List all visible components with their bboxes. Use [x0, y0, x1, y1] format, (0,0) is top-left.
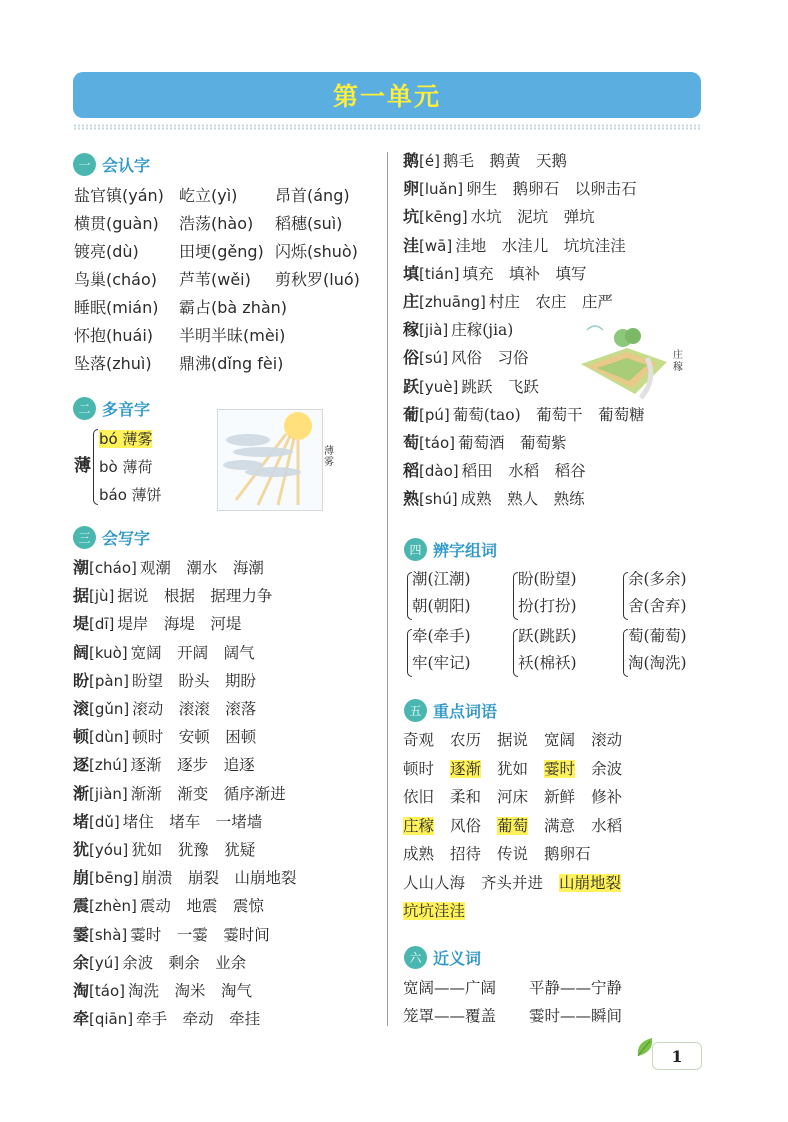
write-entry [403, 404, 645, 426]
recognize-word: 稻穗(suì) [275, 214, 343, 233]
write-entry [73, 613, 241, 635]
write-words: 牵手 牵动 牵挂 [136, 1010, 261, 1029]
section-title: 辨字组词 [433, 540, 498, 560]
section-header-recognize [73, 152, 150, 176]
pair-word: 牵(牵手) [412, 627, 471, 645]
keyword-row [403, 815, 638, 837]
write-pinyin: [zhèn] [89, 897, 137, 916]
write-words: 霎时 一霎 霎时间 [130, 925, 270, 944]
unit-title: 第一单元 [332, 82, 441, 111]
section-title: 重点词语 [433, 701, 498, 721]
write-pinyin: [zhuāng] [419, 293, 486, 311]
keyword: 招待 [450, 845, 482, 863]
section-title: 多音字 [102, 399, 151, 419]
field-icon [577, 318, 671, 402]
write-entry [403, 319, 513, 341]
recognize-word: 剪秋罗(luó) [275, 270, 360, 289]
field-illustration [577, 318, 671, 402]
write-char: 萄 [403, 433, 420, 452]
keyword: 余波 [591, 759, 623, 778]
write-pinyin: [dào] [419, 462, 459, 481]
keyword: 齐头并进 [481, 873, 544, 892]
write-words: 堵住 堵车 一堵墙 [122, 812, 263, 831]
write-entry [403, 347, 529, 369]
polyphone-reading: bó 薄雾 [99, 430, 153, 448]
write-char: 牵 [73, 1009, 90, 1029]
write-char: 坑 [403, 207, 420, 227]
recognize-word: 霸占(bà zhàn) [179, 298, 288, 317]
keyword: 满意 [544, 816, 576, 835]
pair-word: 扮(打扮) [518, 597, 577, 615]
recognize-word: 盐官镇(yán) [74, 186, 164, 205]
section-header-distinguish [404, 537, 497, 561]
polyphone-brace [93, 429, 98, 505]
write-words: 成熟 熟人 熟练 [460, 490, 585, 509]
write-char: 跃 [403, 376, 420, 396]
write-char: 俗 [403, 348, 420, 368]
write-pinyin: [kēng] [419, 208, 468, 227]
write-char: 震 [73, 896, 90, 916]
write-entry [73, 642, 255, 664]
keyword: 修补 [591, 788, 623, 806]
write-entry [403, 432, 567, 454]
write-char: 熟 [403, 489, 420, 509]
recognize-word: 屹立(yì) [179, 186, 238, 205]
write-entry [403, 488, 585, 510]
write-entry [73, 1008, 260, 1030]
keyword-highlighted: 霎时 [544, 759, 576, 778]
keyword: 鹅卵石 [544, 845, 591, 863]
write-entry [403, 263, 586, 285]
write-pinyin: [luǎn] [419, 180, 464, 199]
keyword: 传说 [497, 845, 529, 863]
write-pinyin: [shú] [419, 490, 458, 509]
write-entry [73, 726, 256, 748]
keyword-highlighted: 山崩地裂 [559, 873, 622, 892]
write-pinyin: [jià] [419, 321, 449, 340]
write-char: 犹 [73, 840, 90, 859]
mist-caption: 薄雾 [324, 446, 334, 468]
write-entry [73, 698, 256, 720]
keyword-row [403, 900, 481, 922]
keyword: 人山人海 [403, 873, 466, 892]
sun-mist-icon [218, 410, 322, 510]
section-title: 会认字 [102, 155, 151, 175]
field-caption: 庄稼 [673, 350, 683, 373]
write-words: 卵生 鹅卵石 以卵击石 [466, 180, 637, 199]
write-words: 犹如 犹豫 犹疑 [131, 841, 256, 859]
write-pinyin: [yuè] [419, 377, 459, 396]
pair-word: 盼(盼望) [518, 570, 577, 588]
recognize-word: 浩荡(hào) [179, 214, 254, 233]
keyword: 犹如 [497, 759, 529, 778]
write-pinyin: [tián] [419, 264, 460, 283]
section-number-badge: 五 [404, 699, 427, 722]
write-words: 堤岸 海堤 河堤 [117, 615, 242, 634]
write-pinyin: [é] [419, 152, 440, 170]
write-char: 淘 [73, 981, 90, 1000]
write-entry [403, 460, 586, 482]
write-pinyin: [gǔn] [89, 700, 130, 718]
recognize-word: 坠落(zhuì) [74, 354, 152, 373]
write-words: 庄稼(jia) [451, 321, 514, 340]
write-char: 堤 [73, 614, 90, 634]
write-words: 余波 剩余 业余 [122, 953, 247, 972]
keyword: 河床 [497, 788, 529, 806]
keyword-highlighted: 葡萄 [497, 816, 529, 835]
recognize-word: 怀抱(huái) [74, 326, 154, 345]
write-char: 渐 [73, 783, 90, 803]
write-words: 据说 根据 据理力争 [117, 587, 273, 606]
write-entry [73, 952, 246, 974]
write-pinyin: [sú] [419, 349, 449, 368]
keyword-row [403, 786, 638, 808]
write-char: 堵 [73, 811, 90, 831]
keyword-highlighted: 逐渐 [450, 759, 482, 778]
write-pinyin: [bēng] [89, 869, 139, 888]
keyword-highlighted: 庄稼 [403, 816, 435, 835]
write-char: 填 [403, 263, 420, 283]
keyword-row [403, 758, 638, 780]
recognize-word: 横贯(guàn) [74, 214, 159, 233]
write-entry [73, 557, 264, 579]
recognize-word: 镀亮(dù) [74, 242, 139, 261]
write-char: 阔 [73, 642, 90, 662]
write-pinyin: [yóu] [89, 841, 129, 859]
pair-word: 淘(淘洗) [628, 654, 687, 672]
write-words: 观潮 潮水 海潮 [139, 559, 264, 577]
write-entry [73, 924, 270, 946]
write-entry [73, 980, 252, 1002]
section-header-synonyms [404, 945, 481, 969]
keyword: 水稻 [591, 816, 623, 835]
write-words: 震动 地震 震惊 [139, 897, 264, 916]
write-words: 顿时 安顿 困顿 [132, 728, 257, 747]
write-pinyin: [yú] [89, 953, 120, 972]
write-entry [403, 178, 637, 200]
write-char: 稻 [403, 461, 420, 481]
write-char: 稼 [403, 320, 420, 340]
section-number-badge: 一 [73, 153, 96, 176]
write-words: 水坑 泥坑 弹坑 [470, 208, 595, 227]
write-pinyin: [jù] [89, 587, 115, 606]
write-entry [73, 754, 255, 776]
write-char: 逐 [73, 755, 90, 775]
recognize-word: 鸟巢(cháo) [74, 270, 158, 289]
write-char: 庄 [403, 292, 420, 311]
write-char: 崩 [73, 868, 90, 888]
keyword-highlighted: 坑坑洼洼 [403, 902, 466, 920]
keyword: 顿时 [403, 759, 435, 778]
dotted-rule [73, 124, 701, 130]
write-words: 稻田 水稻 稻谷 [461, 462, 586, 481]
write-entry [403, 376, 539, 398]
pair-word: 余(多余) [628, 570, 687, 588]
write-words: 鹅毛 鹅黄 天鹅 [442, 152, 567, 170]
write-words: 崩溃 崩裂 山崩地裂 [141, 869, 297, 888]
pair-word: 朝(朝阳) [412, 597, 471, 615]
polyphone-char: 薄 [74, 456, 91, 476]
keyword-row [403, 729, 638, 751]
section-header-keywords [404, 698, 497, 722]
section-title: 会写字 [102, 528, 151, 548]
write-words: 村庄 农庄 庄严 [488, 293, 613, 311]
write-pinyin: [táo] [89, 982, 125, 1000]
write-pinyin: [wā] [419, 236, 453, 255]
page-number: 1 [652, 1042, 702, 1070]
keyword: 宽阔 [544, 731, 576, 749]
write-pinyin: [pàn] [89, 671, 129, 690]
write-pinyin: [dùn] [89, 728, 130, 747]
write-entry [73, 670, 256, 692]
write-char: 霎 [73, 924, 90, 944]
write-pinyin: [dǔ] [89, 812, 120, 831]
section-header-write [73, 525, 150, 549]
write-entry [73, 867, 297, 889]
polyphone-reading: bò 薄荷 [99, 458, 153, 476]
write-entry [73, 783, 286, 805]
write-words: 葡萄酒 葡萄紫 [457, 434, 567, 452]
section-header-polyphone [73, 396, 150, 420]
keyword: 依旧 [403, 788, 435, 806]
write-words: 盼望 盼头 期盼 [131, 671, 256, 690]
write-words: 填充 填补 填写 [462, 264, 587, 283]
write-char: 顿 [73, 727, 90, 747]
section-number-badge: 六 [404, 946, 427, 969]
synonym-pair: 宽阔——广阔 [403, 979, 497, 997]
polyphone-reading: báo 薄饼 [99, 486, 162, 504]
write-entry [403, 206, 595, 228]
write-char: 鹅 [403, 151, 420, 170]
write-words: 葡萄(tao) 葡萄干 葡萄糖 [452, 405, 645, 424]
keyword-row [403, 843, 607, 865]
recognize-word: 睡眠(mián) [74, 298, 159, 317]
write-char: 盼 [73, 670, 90, 690]
write-pinyin: [táo] [419, 434, 455, 452]
write-pinyin: [dī] [89, 615, 115, 634]
write-entry [403, 291, 613, 313]
pair-word: 牢(牢记) [412, 654, 471, 672]
recognize-word: 芦苇(wěi) [179, 270, 251, 289]
recognize-word: 昂首(áng) [275, 186, 350, 205]
write-pinyin: [zhú] [89, 756, 128, 775]
pair-word: 舍(舍弃) [628, 597, 687, 615]
write-entry [73, 839, 255, 861]
synonym-pair: 霎时——瞬间 [529, 1007, 623, 1025]
write-char: 滚 [73, 699, 90, 718]
keyword-row [403, 872, 637, 894]
keyword: 风俗 [450, 816, 482, 835]
keyword: 滚动 [591, 731, 623, 749]
write-words: 淘洗 淘米 淘气 [127, 982, 252, 1000]
unit-banner [73, 72, 701, 118]
write-char: 卵 [403, 179, 420, 199]
write-entry [73, 811, 262, 833]
write-entry [73, 585, 272, 607]
write-char: 余 [73, 952, 90, 972]
write-char: 潮 [73, 558, 90, 577]
keyword: 奇观 [403, 731, 435, 749]
section-number-badge: 四 [404, 538, 427, 561]
write-words: 滚动 滚滚 滚落 [132, 700, 257, 718]
write-words: 逐渐 逐步 追逐 [130, 756, 255, 775]
pair-word: 袄(棉袄) [518, 654, 577, 672]
pair-word: 跃(跳跃) [518, 627, 577, 645]
keyword: 农历 [450, 731, 482, 749]
write-char: 据 [73, 586, 90, 606]
write-entry [403, 235, 626, 257]
write-words: 风俗 习俗 [451, 349, 529, 368]
section-number-badge: 三 [73, 526, 96, 549]
write-char: 葡 [403, 404, 420, 424]
pair-word: 潮(江潮) [412, 570, 471, 588]
write-pinyin: [cháo] [89, 559, 137, 577]
keyword: 新鲜 [544, 788, 576, 806]
recognize-word: 田埂(gěng) [179, 242, 264, 261]
recognize-word: 半明半昧(mèi) [179, 326, 286, 345]
write-pinyin: [shà] [89, 925, 128, 944]
recognize-word: 鼎沸(dǐng fèi) [179, 354, 284, 373]
synonym-pair: 平静——宁静 [529, 979, 623, 997]
keyword: 成熟 [403, 845, 435, 863]
section-number-badge: 二 [73, 397, 96, 420]
keyword: 据说 [497, 731, 529, 749]
synonym-pair: 笼罩——覆盖 [403, 1007, 497, 1025]
column-divider [387, 152, 388, 1026]
write-pinyin: [qiān] [89, 1010, 134, 1029]
write-entry [73, 895, 264, 917]
write-pinyin: [kuò] [89, 643, 128, 662]
recognize-word: 闪烁(shuò) [275, 242, 358, 261]
mist-illustration [217, 409, 323, 511]
write-words: 洼地 水洼儿 坑坑洼洼 [455, 236, 626, 255]
write-entry [403, 150, 567, 172]
write-words: 渐渐 渐变 循序渐进 [130, 784, 286, 803]
keyword: 柔和 [450, 788, 482, 806]
write-words: 宽阔 开阔 阔气 [130, 643, 255, 662]
write-pinyin: [pú] [419, 405, 450, 424]
pair-word: 萄(葡萄) [628, 627, 687, 645]
write-pinyin: [jiàn] [89, 784, 128, 803]
write-words: 跳跃 飞跃 [461, 377, 539, 396]
write-char: 洼 [403, 235, 420, 255]
section-title: 近义词 [433, 948, 482, 968]
